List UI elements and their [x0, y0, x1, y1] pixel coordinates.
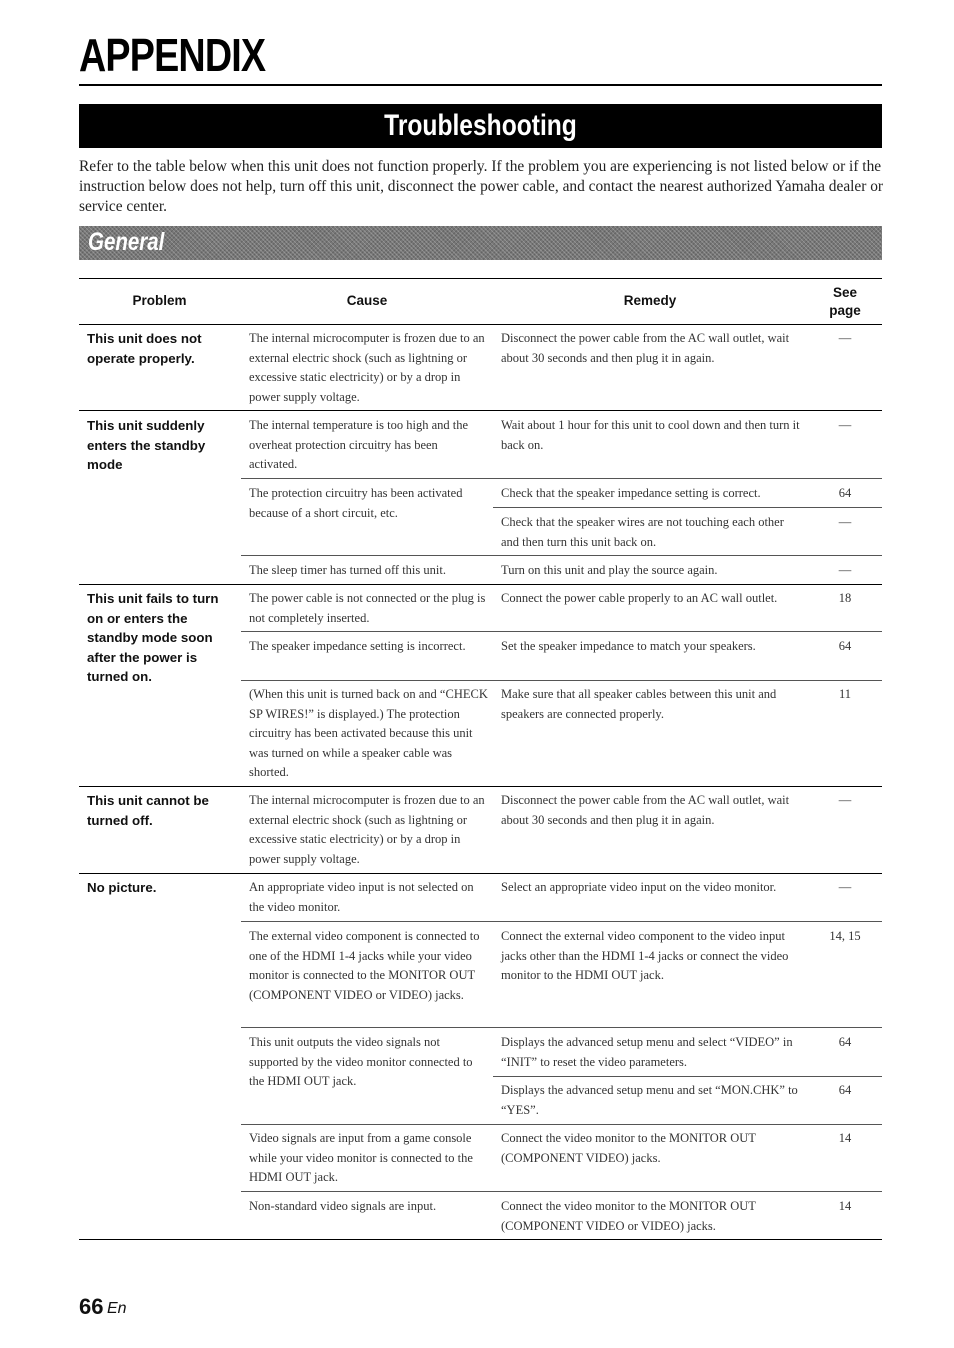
- row-divider: [241, 1027, 882, 1028]
- row-divider: [493, 1076, 882, 1077]
- cause-cell: (When this unit is turned back on and “CHECK SP WIRES!” is displayed.) The protection circuitry has been activated because this unit was turned on while a speaker cable was shorted.: [249, 687, 488, 779]
- row-divider: [241, 680, 882, 681]
- remedy-cell: Connect the power cable properly to an AC wall outlet.: [501, 591, 778, 605]
- remedy-cell: Disconnect the power cable from the AC wall outlet, wait about 30 seconds and then plug it in again.: [501, 793, 790, 827]
- page-cell: 14: [838, 1131, 852, 1145]
- intro-paragraph: Refer to the table below when this unit does not function properly. If the problem you are experiencing is not listed below or if the instruction below does not help, turn off this unit, disconnect the power cable, and contact the nearest authorized Yamaha dealer or service center.: [79, 158, 884, 215]
- row-divider: [241, 1124, 882, 1125]
- problem-cell: No picture.: [87, 880, 157, 895]
- header-see-label: See: [832, 285, 858, 300]
- remedy-cell: Check that the speaker impedance setting is correct.: [501, 486, 761, 500]
- remedy-cell: Displays the advanced setup menu and set “MON.CHK” to “YES”.: [501, 1083, 798, 1117]
- subsection-title-banner: [79, 226, 882, 260]
- header-see-page: [812, 284, 878, 320]
- remedy-cell: Connect the video monitor to the MONITOR OUT (COMPONENT VIDEO or VIDEO) jacks.: [501, 1199, 756, 1233]
- remedy-cell: Check that the speaker wires are not touching each other and then turn this unit back on.: [501, 515, 784, 549]
- remedy-cell: Wait about 1 hour for this unit to cool down and then turn it back on.: [501, 418, 800, 452]
- table-top-rule: [79, 278, 882, 279]
- problem-cell: This unit suddenly enters the standby mode: [87, 418, 206, 472]
- remedy-cell: Make sure that all speaker cables between this unit and speakers are connected properly.: [501, 687, 777, 721]
- page-cell: 14, 15: [829, 929, 861, 943]
- cause-cell: The internal microcomputer is frozen due to an external electric shock (such as lightning or excessive static electricity) or by a drop in power supply voltage.: [249, 793, 485, 866]
- heading-rule: [79, 84, 882, 86]
- row-divider: [493, 507, 882, 508]
- header-bottom-rule: [79, 324, 882, 325]
- row-divider: [241, 555, 882, 556]
- problem-cell: This unit does not operate properly.: [87, 331, 202, 366]
- cause-cell: The power cable is not connected or the plug is not completely inserted.: [249, 591, 486, 625]
- remedy-cell: Connect the external video component to the video input jacks other than the HDMI 1-4 jacks or connect the video monitor to the HDMI OUT jack.: [501, 929, 789, 982]
- page-cell: —: [838, 331, 852, 345]
- header-page-label: page: [829, 303, 861, 318]
- row-divider: [241, 1191, 882, 1192]
- cause-cell: The internal microcomputer is frozen due to an external electric shock (such as lightning or excessive static electricity) or by a drop in power supply voltage.: [249, 331, 485, 404]
- page-cell: 64: [838, 486, 852, 500]
- row-divider: [241, 631, 882, 632]
- page-cell: —: [838, 793, 852, 807]
- row-divider: [79, 786, 882, 787]
- remedy-cell: Select an appropriate video input on the video monitor.: [501, 880, 777, 894]
- page-cell: 64: [838, 1083, 852, 1097]
- cause-cell: The internal temperature is too high and the overheat protection circuitry has been activated.: [249, 418, 469, 471]
- page-cell: 11: [838, 687, 852, 701]
- page-cell: 14: [838, 1199, 852, 1213]
- page-cell: —: [838, 515, 852, 529]
- page-language: En: [107, 1300, 127, 1317]
- cause-cell: The protection circuitry has been activated because of a short circuit, etc.: [249, 486, 463, 520]
- table-bottom-rule: [79, 1239, 882, 1240]
- header-cause: Cause: [346, 293, 388, 308]
- problem-cell: This unit cannot be turned off.: [87, 793, 209, 828]
- problem-cell: This unit fails to turn on or enters the standby mode soon after the power is turned on.: [87, 591, 219, 684]
- row-divider: [79, 584, 882, 585]
- section-title: Troubleshooting: [384, 109, 577, 142]
- row-divider: [79, 873, 882, 874]
- header-problem: Problem: [132, 293, 187, 308]
- page-cell: —: [838, 880, 852, 894]
- cause-cell: Non-standard video signals are input.: [249, 1199, 437, 1213]
- cause-cell: The speaker impedance setting is incorrect.: [249, 639, 466, 653]
- cause-cell: The external video component is connected to one of the HDMI 1-4 jacks while your video monitor is connected to the MONITOR OUT (COMPONENT VIDEO or VIDEO) jacks.: [249, 929, 480, 1002]
- remedy-cell: Turn on this unit and play the source again.: [501, 563, 718, 577]
- cause-cell: Video signals are input from a game console while your video monitor is connected to the HDMI OUT jack.: [249, 1131, 473, 1184]
- remedy-cell: Disconnect the power cable from the AC wall outlet, wait about 30 seconds and then plug it in again.: [501, 331, 790, 365]
- remedy-cell: Set the speaker impedance to match your speakers.: [501, 639, 756, 653]
- header-remedy: Remedy: [623, 293, 677, 308]
- row-divider: [241, 478, 882, 479]
- remedy-cell: Connect the video monitor to the MONITOR OUT (COMPONENT VIDEO) jacks.: [501, 1131, 756, 1165]
- page-cell: —: [838, 418, 852, 432]
- cause-cell: An appropriate video input is not selected on the video monitor.: [249, 880, 474, 914]
- page-cell: 64: [838, 639, 852, 653]
- appendix-heading: APPENDIX: [79, 29, 266, 81]
- row-divider: [79, 410, 882, 411]
- cause-cell: This unit outputs the video signals not supported by the video monitor connected to the HDMI OUT jack.: [249, 1035, 473, 1088]
- page-cell: —: [838, 563, 852, 577]
- subsection-title: General: [88, 228, 165, 256]
- section-title-banner: [79, 104, 882, 148]
- cause-cell: The sleep timer has turned off this unit.: [249, 563, 446, 577]
- page-number: 66: [79, 1294, 104, 1319]
- page-cell: 18: [838, 591, 852, 605]
- page-cell: 64: [838, 1035, 852, 1049]
- row-divider: [241, 921, 882, 922]
- remedy-cell: Displays the advanced setup menu and select “VIDEO” in “INIT” to reset the video parameters.: [501, 1035, 793, 1069]
